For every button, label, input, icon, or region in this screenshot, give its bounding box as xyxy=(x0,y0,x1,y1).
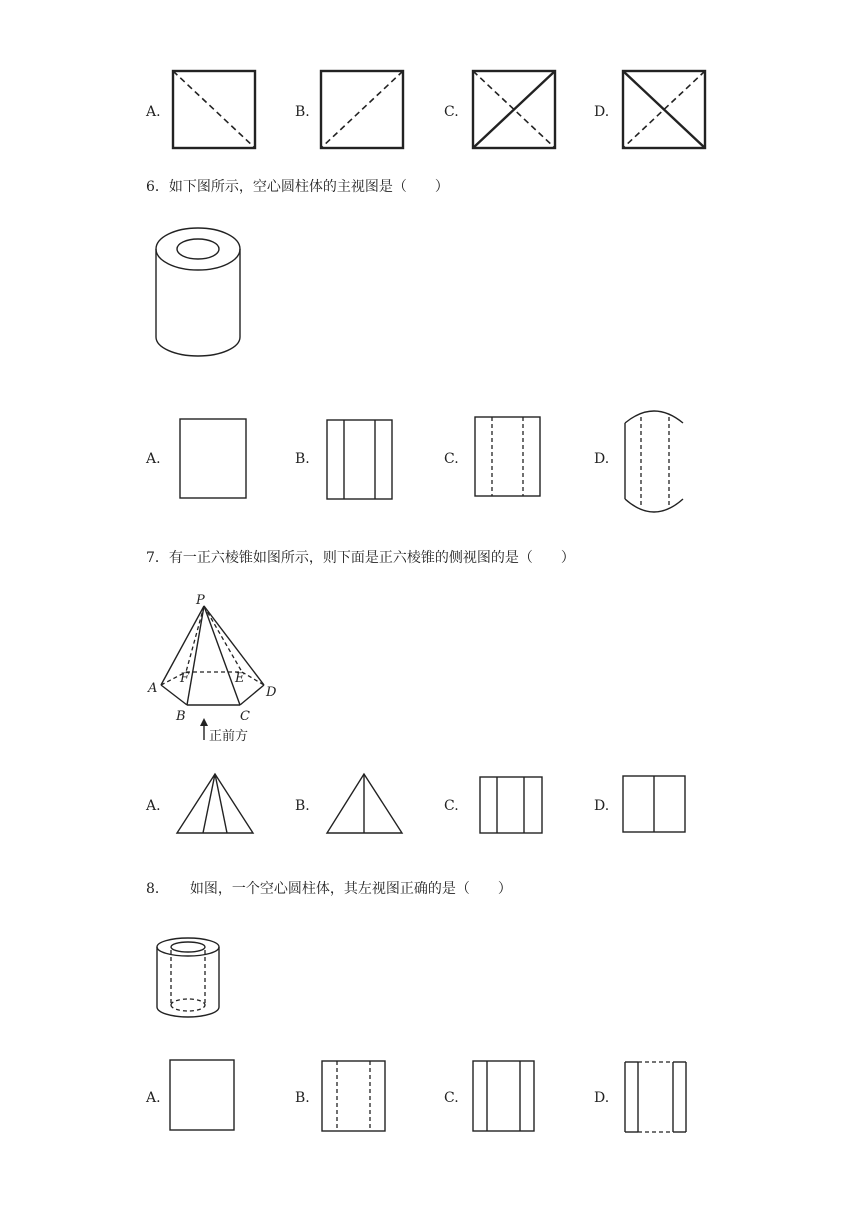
q8-option-c-label[interactable]: C. xyxy=(444,1090,459,1106)
q8-option-c-figure xyxy=(472,1060,540,1134)
q8-hollow-cylinder-figure xyxy=(150,935,230,1023)
q8-option-d-figure xyxy=(624,1061,692,1135)
arrow-up-icon xyxy=(200,718,208,726)
q5-option-c-figure xyxy=(472,70,556,150)
label-d: D xyxy=(266,685,277,700)
q5-option-a-label[interactable]: A. xyxy=(146,104,161,120)
q6-option-a-figure xyxy=(179,418,249,500)
q7-hexagonal-pyramid-figure xyxy=(140,592,290,748)
q6-option-b-label[interactable]: B. xyxy=(295,451,310,467)
label-f: F xyxy=(180,671,190,686)
q5-option-d-label[interactable]: D. xyxy=(594,104,610,120)
q5-option-d-figure xyxy=(622,70,706,150)
q6-option-c-figure xyxy=(474,416,544,498)
q8-option-b-label[interactable]: B. xyxy=(295,1090,310,1106)
q6-option-c-label[interactable]: C. xyxy=(444,451,459,467)
q5-option-b-label[interactable]: B. xyxy=(295,104,310,120)
q8-option-a-label[interactable]: A. xyxy=(146,1090,161,1106)
label-a: A xyxy=(148,681,158,696)
q6-option-b-figure xyxy=(326,419,396,501)
q6-option-d-label[interactable]: D. xyxy=(594,451,610,467)
q5-option-b-figure xyxy=(320,70,404,150)
q8-option-a-figure xyxy=(169,1059,237,1133)
q7-option-c-figure xyxy=(479,776,545,836)
q6-stem: 6．如下图所示，空心圆柱体的主视图是（ ） xyxy=(146,179,449,195)
q7-option-b-label[interactable]: B. xyxy=(295,798,310,814)
q7-option-d-label[interactable]: D. xyxy=(594,798,610,814)
q8-option-b-figure xyxy=(321,1060,389,1134)
label-c: C xyxy=(240,709,250,724)
q7-option-a-label[interactable]: A. xyxy=(146,798,161,814)
q7-stem: 7．有一正六棱锥如图所示，则下面是正六棱锥的侧视图的是（ ） xyxy=(146,550,575,566)
q7-option-a-figure xyxy=(176,772,256,836)
q7-option-c-label[interactable]: C. xyxy=(444,798,459,814)
label-b: B xyxy=(176,709,186,724)
label-e: E xyxy=(235,671,245,686)
q8-stem: 8． 如图，一个空心圆柱体，其左视图正确的是（ ） xyxy=(146,881,512,897)
q5-option-a-figure xyxy=(172,70,256,150)
label-p: P xyxy=(196,593,205,608)
q6-option-d-figure xyxy=(623,403,689,521)
q5-option-c-label[interactable]: C. xyxy=(444,104,459,120)
q6-option-a-label[interactable]: A. xyxy=(146,451,161,467)
q7-option-b-figure xyxy=(326,772,406,836)
q7-option-d-figure xyxy=(622,775,688,835)
q8-option-d-label[interactable]: D. xyxy=(594,1090,610,1106)
q6-hollow-cylinder-figure xyxy=(152,225,244,360)
label-front: 正前方 xyxy=(209,729,249,744)
